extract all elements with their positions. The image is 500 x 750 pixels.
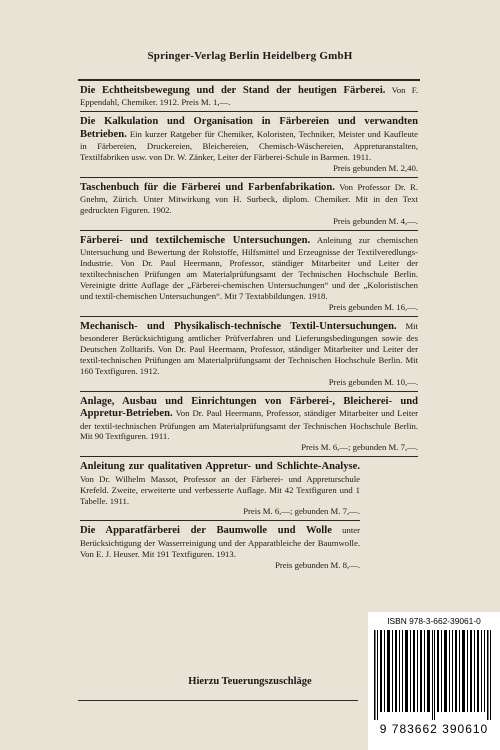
book-entry [80, 235, 418, 313]
entry-divider [80, 230, 418, 231]
barcode-number: 9 783662 390610 [379, 722, 489, 736]
entry-divider [80, 391, 418, 392]
top-rule [78, 79, 420, 81]
publisher-name: Springer-Verlag Berlin Heidelberg GmbH [147, 50, 353, 62]
book-description: Ein kurzer Ratgeber für Chemiker, Koloristen, Techniker, Meister und Kaufleute in Färbereien, Druckereien, Bleichereien, Chemisch-Wäschereien, Appreturanstalten, Textilfabriken usw. von Dr. W. Zänker, Leiter der Färberei-Schule in Barmen. 1911. [80, 128, 418, 163]
isbn-text: ISBN 978-3-662-39061-0 [387, 616, 481, 626]
book-title: Färberei- und textilchemische Untersuchungen. [80, 234, 311, 246]
book-description: Von Dr. Wilhelm Massot, Professor an der Färberei- und Appreturschule Krefeld. Zweite, erweiterte und verbesserte Auflage. Mit 42 Textfiguren und 1 Tabelle. 1911. [80, 473, 360, 506]
book-description: Anleitung zur chemischen Untersuchung und Bewertung der Rohstoffe, Hilfsmittel und Erzeugnisse der Textilveredlungs-Industrie. Von Dr. Paul Heermann, Professor, ständiger Mitarbeiter und Leiter der textiltechnischen Prüfungen am Materialprüfungsamt der Technischen Hochschule Berlin. Vereinigte dritte Auflage der „Färberei-chemischen Untersuchungen“ und der „Koloristischen und textil-chemischen Untersuchungen“. Mit 7 Textabbildungen. 1918. [80, 234, 418, 301]
entry-divider [80, 456, 418, 457]
book-price: Preis gebunden M. 2,40. [333, 162, 418, 173]
book-entry [80, 525, 360, 570]
bottom-rule [78, 700, 358, 701]
book-title: Die Kalkulation und Organisation in Färbereien und verwandten Betrieben. [80, 116, 418, 140]
entry-divider [80, 316, 418, 317]
book-price: Preis gebunden M. 8,—. [275, 559, 360, 570]
book-description: unter Berücksichtigung der Wasserreinigung und der Apparatbleiche der Baumwolle. Von E. J. Heuser. Mit 191 Textfiguren. 1913. [80, 525, 360, 559]
book-description: Mit besonderer Berücksichtigung amtlicher Prüfverfahren und Lieferungsbedingungen sowie des Deutschen Zolltarifs. Von Dr. Paul Heermann, Professor, ständiger Mitarbeiter und Leiter der textil-technischen Prüfungen am Materialprüfungsamt der Technischen Hochschule Berlin. Mit 160 Textfiguren. 1912. [80, 320, 418, 376]
book-entry [80, 321, 418, 388]
book-description: Von Dr. Paul Heermann, Professor, ständiger Mitarbeiter und Leiter der textil-technischen Prüfungen am Materialprüfungsamt der Technischen Hochschule Berlin. Mit 90 Textfiguren. 1911. [80, 408, 419, 442]
book-description: Von F. Eppendahl, Chemiker. 1912. Preis M. 1,—. [80, 85, 419, 108]
entry-divider [80, 177, 418, 178]
book-title: Anleitung zur qualitativen Appretur- und Schlichte-Analyse. [80, 461, 360, 473]
barcode [374, 630, 494, 720]
book-entry [80, 461, 360, 517]
book-title: Taschenbuch für die Färberei und Farbenfabrikation. [80, 181, 335, 193]
book-price: Preis gebunden M. 16,—. [328, 301, 418, 312]
book-title: Die Apparatfärberei der Baumwolle und Wolle [80, 525, 332, 537]
book-title: Die Echtheitsbewegung und der Stand der heutigen Färberei. [80, 85, 386, 96]
surcharge-note: Hierzu Teuerungszuschläge [188, 676, 312, 687]
book-price: Preis M. 6,—; gebunden M. 7,—. [243, 506, 360, 517]
book-entry [80, 85, 418, 108]
book-entry [80, 396, 418, 454]
book-title: Anlage, Ausbau und Einrichtungen von Färberei-, Bleicherei- und Appretur-Betrieben. [80, 395, 418, 420]
book-description: Von Professor Dr. R. Gnehm, Zürich. Unter Mitwirkung von H. Surbeck, diplom. Chemiker. Mit in den Text gedruckten Figuren. 1902. [80, 181, 419, 216]
book-price: Preis gebunden M. 4,—. [333, 216, 418, 227]
entry-divider [80, 520, 360, 521]
entry-divider [80, 111, 418, 112]
book-entry [80, 116, 418, 174]
book-list [80, 85, 418, 573]
book-price: Preis gebunden M. 10,—. [328, 376, 418, 387]
book-entry [80, 182, 418, 227]
book-price: Preis M. 6,—; gebunden M. 7,—. [301, 442, 418, 453]
book-title: Mechanisch- und Physikalisch-technische Textil-Untersuchungen. [80, 320, 397, 332]
